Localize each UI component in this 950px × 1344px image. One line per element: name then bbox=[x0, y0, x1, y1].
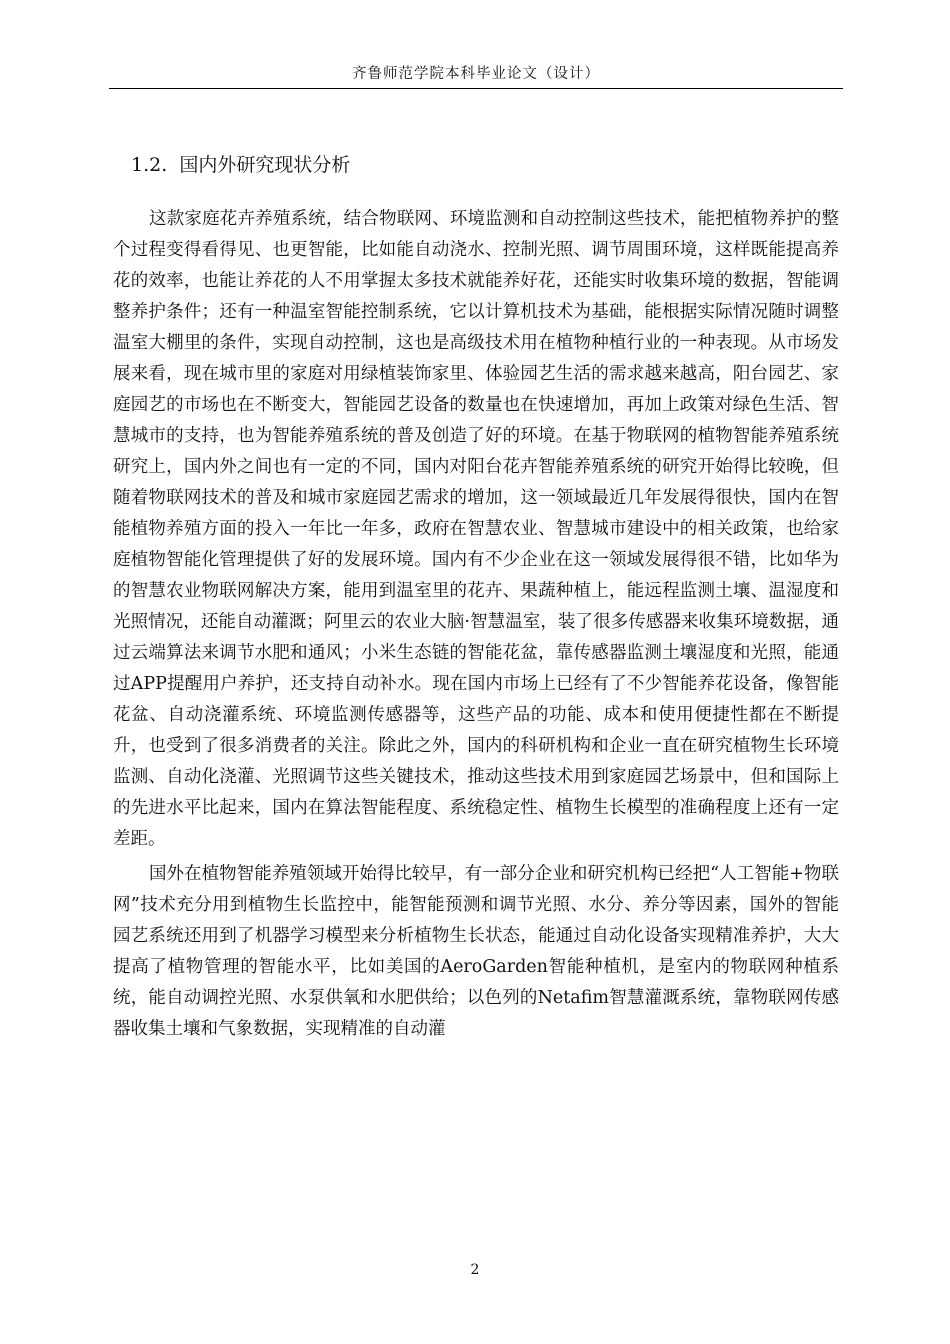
paragraph-foreign-research: 国外在植物智能养殖领域开始得比较早，有一部分企业和研究机构已经把“人工智能+物联网”技术充分用到植物生长监控中，能智能预测和调节光照、水分、养分等因素，国外的智能园艺系统还用到了机器学习模型来分析植物生长状态，能通过自动化设备实现精准养护，大大提高了植物管理的智能水平，比如美国的AeroGarden智能种植机，是室内的物联网种植系统，能自动调控光照、水泵供氧和水肥供给；以色列的Netafim智慧灌溉系统，靠物联网传感器收集土壤和气象数据，实现精准的自动灌 bbox=[113, 864, 839, 1039]
section-number: 1.2. bbox=[131, 154, 168, 176]
header-rule bbox=[109, 88, 843, 89]
running-header: 齐鲁师范学院本科毕业论文（设计） bbox=[352, 66, 600, 82]
page-number: 2 bbox=[470, 1262, 480, 1278]
paragraph-domestic-research: 这款家庭花卉养殖系统，结合物联网、环境监测和自动控制这些技术，能把植物养护的整个过程变得看得见、也更智能，比如能自动浇水、控制光照、调节周围环境，这样既能提高养花的效率，也能让养花的人不用掌握太多技术就能养好花，还能实时收集环境的数据，智能调整养护条件；还有一种温室智能控制系统，它以计算机技术为基础，能根据实际情况随时调整温室大棚里的条件，实现自动控制，这也是高级技术用在植物种植行业的一种表现。从市场发展来看，现在城市里的家庭对用绿植装饰家里、体验园艺生活的需求越来越高，阳台园艺、家庭园艺的市场也在不断变大，智能园艺设备的数量也在快速增加，再加上政策对绿色生活、智慧城市的支持，也为智能养殖系统的普及创造了好的环境。在基于物联网的植物智能养殖系统研究上，国内外之间也有一定的不同，国内对阳台花卉智能养殖系统的研究开始得比较晚，但随着物联网技术的普及和城市家庭园艺需求的增加，这一领域最近几年发展得很快，国内在智能植物养殖方面的投入一年比一年多，政府在智慧农业、智慧城市建设中的相关政策，也给家庭植物智能化管理提供了好的发展环境。国内有不少企业在这一领域发展得很不错，比如华为的智慧农业物联网解决方案，能用到温室里的花卉、果蔬种植上，能远程监测土壤、温湿度和光照情况，还能自动灌溉；阿里云的农业大脑·智慧温室，装了很多传感器来收集环境数据，通过云端算法来调节水肥和通风；小米生态链的智能花盆，靠传感器监测土壤湿度和光照，能通过APP提醒用户养护，还支持自动补水。现在国内市场上已经有了不少智能养花设备，像智能花盆、自动浇灌系统、环境监测传感器等，这些产品的功能、成本和使用便捷性都在不断提升，也受到了很多消费者的关注。除此之外，国内的科研机构和企业一直在研究植物生长环境监测、自动化浇灌、光照调节这些关键技术，推动这些技术用到家庭园艺场景中，但和国际上的先进水平比起来，国内在算法智能程度、系统稳定性、植物生长模型的准确程度上还有一定差距。 bbox=[113, 209, 839, 849]
section-title: 国内外研究现状分析 bbox=[179, 154, 351, 176]
body-text bbox=[113, 204, 839, 1045]
section-heading bbox=[131, 150, 350, 177]
